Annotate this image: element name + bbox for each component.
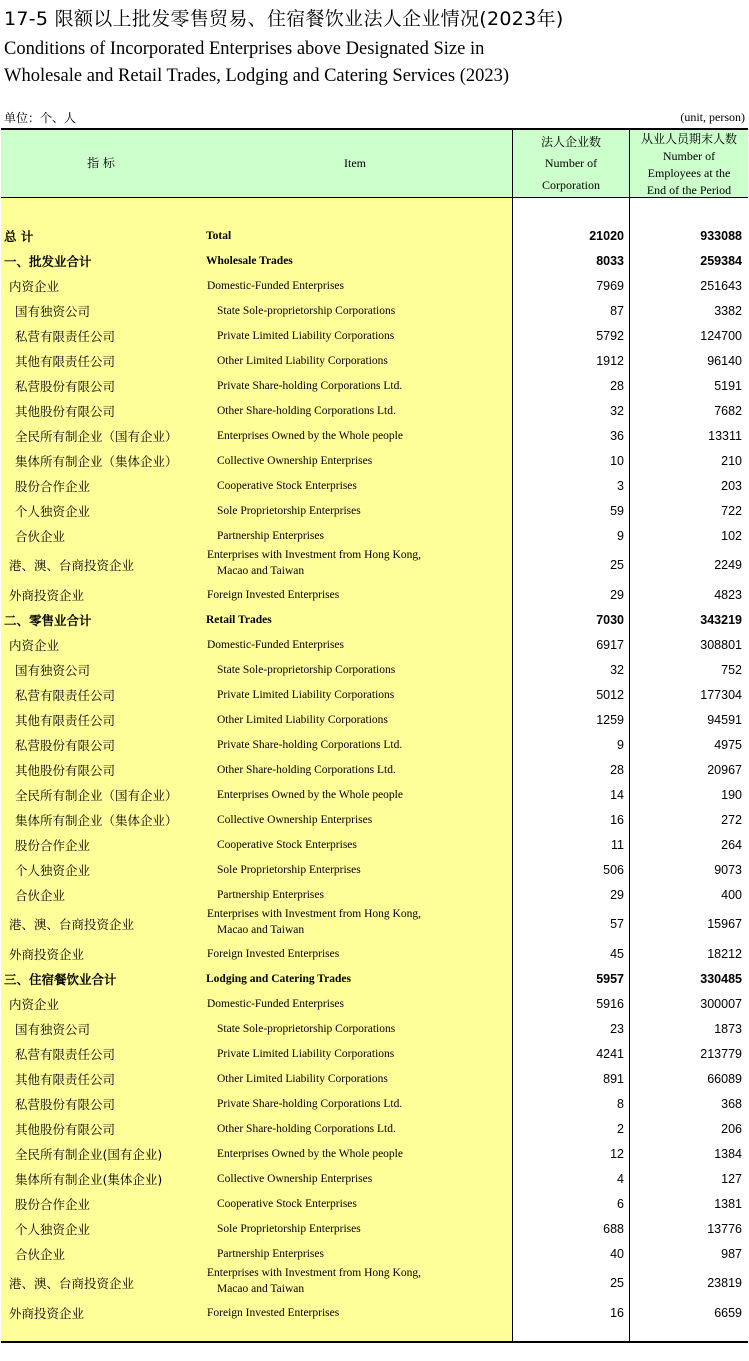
employee-count-cell: 1381 (714, 1197, 742, 1211)
corporation-count-cell: 6 (617, 1197, 624, 1211)
corporation-count-cell: 40 (610, 1247, 624, 1261)
row-label-chinese: 合伙企业 (15, 888, 66, 903)
row-label-chinese: 私营股份有限公司 (15, 1097, 116, 1112)
corporation-count-cell: 25 (610, 558, 624, 572)
row-label-english: State Sole-proprietorship Corporations (217, 305, 396, 317)
row-label-english: Collective Ownership Enterprises (217, 1173, 373, 1185)
table-row (0, 583, 749, 608)
table-row (0, 449, 749, 474)
row-label-chinese: 其他股份有限公司 (15, 1122, 116, 1137)
row-label-chinese: 总 计 (4, 229, 34, 244)
employee-count-cell: 4975 (714, 738, 742, 752)
table-title-english-line-1: Conditions of Incorporated Enterprises above Designated Size in (4, 39, 485, 59)
row-label-chinese: 国有独资公司 (15, 304, 91, 319)
row-label-english: Cooperative Stock Enterprises (217, 480, 357, 492)
corporation-count-cell: 5012 (596, 688, 624, 702)
table-row (0, 474, 749, 499)
corporation-count-cell: 87 (610, 304, 624, 318)
employee-count-cell: 272 (721, 813, 742, 827)
header-item: Item (344, 156, 366, 170)
table-row (0, 942, 749, 967)
employee-count-cell: 6659 (714, 1306, 742, 1320)
corporation-count-cell: 57 (610, 917, 624, 931)
employee-count-cell: 1873 (714, 1022, 742, 1036)
corporation-count-cell: 1912 (596, 354, 624, 368)
table-row (0, 758, 749, 783)
table-row (0, 399, 749, 424)
row-label-english-line-2: Macao and Taiwan (217, 924, 305, 936)
table-row (0, 549, 749, 578)
row-label-english: Other Limited Liability Corporations (217, 714, 388, 726)
employee-count-cell: 343219 (700, 613, 742, 627)
corporation-count-cell: 4241 (596, 1047, 624, 1061)
table-row (0, 883, 749, 908)
corporation-count-cell: 21020 (589, 229, 624, 243)
row-label-chinese: 其他股份有限公司 (15, 404, 116, 419)
row-label-chinese: 集体所有制企业(集体企业) (15, 1172, 163, 1187)
employee-count-cell: 18212 (707, 947, 742, 961)
row-label-chinese: 个人独资企业 (15, 863, 91, 878)
employee-count-cell: 9073 (714, 863, 742, 877)
table-row (0, 249, 749, 274)
employee-count-cell: 210 (721, 454, 742, 468)
row-label-chinese: 全民所有制企业（国有企业） (15, 429, 178, 444)
table-row (0, 1192, 749, 1217)
corporation-count-cell: 36 (610, 429, 624, 443)
row-label-chinese: 私营股份有限公司 (15, 379, 116, 394)
row-label-english: Total (206, 230, 232, 242)
table-row (0, 1267, 749, 1296)
table-row (0, 1242, 749, 1267)
header-corporation-en-2: Corporation (542, 178, 600, 192)
row-label-english: Cooperative Stock Enterprises (217, 1198, 357, 1210)
table-row (0, 1067, 749, 1092)
row-label-chinese: 内资企业 (9, 279, 60, 294)
corporation-count-cell: 9 (617, 738, 624, 752)
table-title-chinese: 17-5 限额以上批发零售贸易、住宿餐饮业法人企业情况(2023年) (4, 8, 564, 30)
corporation-count-cell: 23 (610, 1022, 624, 1036)
table-row (0, 299, 749, 324)
row-label-english-line-1: Enterprises with Investment from Hong Kong, (207, 1267, 421, 1279)
corporation-count-cell: 16 (610, 813, 624, 827)
employee-count-cell: 3382 (714, 304, 742, 318)
row-label-chinese: 集体所有制企业（集体企业） (15, 454, 178, 469)
row-label-english: Other Share-holding Corporations Ltd. (217, 405, 396, 417)
row-label-english: Foreign Invested Enterprises (207, 589, 340, 601)
row-label-english: Foreign Invested Enterprises (207, 1307, 340, 1319)
table-row (0, 1217, 749, 1242)
header-indicator: 指 标 (87, 156, 115, 170)
corporation-count-cell: 2 (617, 1122, 624, 1136)
corporation-count-cell: 32 (610, 663, 624, 677)
row-label-english: Private Share-holding Corporations Ltd. (217, 1098, 403, 1110)
row-label-chinese: 国有独资公司 (15, 663, 91, 678)
corporation-count-cell: 59 (610, 504, 624, 518)
row-label-chinese: 个人独资企业 (15, 1222, 91, 1237)
employee-count-cell: 66089 (707, 1072, 742, 1086)
table-row (0, 967, 749, 992)
corporation-count-cell: 12 (610, 1147, 624, 1161)
row-label-english (207, 547, 421, 579)
table-row (0, 224, 749, 249)
row-label-english: Partnership Enterprises (217, 1248, 324, 1260)
employee-count-cell: 5191 (714, 379, 742, 393)
table-row (0, 1142, 749, 1167)
table-row (0, 608, 749, 633)
table-row (0, 708, 749, 733)
table-row (0, 499, 749, 524)
row-label-chinese: 全民所有制企业(国有企业) (15, 1147, 163, 1162)
employee-count-cell: 933088 (700, 229, 742, 243)
table-row (0, 858, 749, 883)
corporation-count-cell: 8 (617, 1097, 624, 1111)
header-employees-en-1: Number of (662, 149, 716, 163)
header-employees-cn: 从业人员期末人数 (640, 132, 737, 146)
employee-count-cell: 23819 (707, 1276, 742, 1290)
table-row (0, 683, 749, 708)
corporation-count-cell: 4 (617, 1172, 624, 1186)
row-label-chinese: 私营有限责任公司 (15, 329, 116, 344)
row-label-english: Other Share-holding Corporations Ltd. (217, 1123, 396, 1135)
corporation-count-cell: 7030 (596, 613, 624, 627)
corporation-count-cell: 45 (610, 947, 624, 961)
corporation-count-cell: 506 (603, 863, 624, 877)
employee-count-cell: 127 (721, 1172, 742, 1186)
employee-count-cell: 124700 (700, 329, 742, 343)
row-label-english: Foreign Invested Enterprises (207, 948, 340, 960)
employee-count-cell: 987 (721, 1247, 742, 1261)
corporation-count-cell: 7969 (596, 279, 624, 293)
header-corporation-en-1: Number of (544, 156, 598, 170)
corporation-count-cell: 29 (610, 888, 624, 902)
header-corporation-cn: 法人企业数 (540, 135, 601, 149)
corporation-count-cell: 11 (611, 838, 624, 852)
row-label-english: Partnership Enterprises (217, 530, 324, 542)
employee-count-cell: 308801 (700, 638, 742, 652)
row-label-english: Cooperative Stock Enterprises (217, 839, 357, 851)
row-label-english: Domestic-Funded Enterprises (207, 280, 345, 292)
corporation-count-cell: 32 (610, 404, 624, 418)
row-label-english: Domestic-Funded Enterprises (207, 639, 345, 651)
row-label-english: Enterprises Owned by the Whole people (217, 789, 403, 801)
corporation-count-cell: 5792 (596, 329, 624, 343)
row-label-english: Private Share-holding Corporations Ltd. (217, 739, 403, 751)
employee-count-cell: 13311 (708, 429, 742, 443)
row-label-chinese: 港、澳、台商投资企业 (9, 1276, 135, 1291)
employee-count-cell: 752 (721, 663, 742, 677)
table-row (0, 808, 749, 833)
row-label-chinese: 其他有限责任公司 (15, 713, 116, 728)
row-label-english (207, 906, 421, 938)
row-label-chinese: 三、住宿餐饮业合计 (4, 972, 117, 987)
employee-count-cell: 102 (721, 529, 742, 543)
employee-count-cell: 94591 (707, 713, 742, 727)
row-label-english: Retail Trades (206, 614, 272, 626)
row-label-chinese: 股份合作企业 (15, 838, 91, 853)
row-label-chinese: 私营股份有限公司 (15, 738, 116, 753)
row-label-chinese: 港、澳、台商投资企业 (9, 917, 135, 932)
row-label-english: Private Share-holding Corporations Ltd. (217, 380, 403, 392)
row-label-english: Enterprises Owned by the Whole people (217, 1148, 403, 1160)
row-label-chinese: 合伙企业 (15, 529, 66, 544)
table-row (0, 658, 749, 683)
table-row (0, 349, 749, 374)
employee-count-cell: 368 (721, 1097, 742, 1111)
row-label-english: Wholesale Trades (206, 255, 293, 267)
employee-count-cell: 251643 (700, 279, 742, 293)
employee-count-cell: 259384 (700, 254, 742, 268)
table-row (0, 524, 749, 549)
row-label-english: Other Limited Liability Corporations (217, 355, 388, 367)
corporation-count-cell: 1259 (596, 713, 624, 727)
row-label-chinese: 私营有限责任公司 (15, 1047, 116, 1062)
corporation-count-cell: 688 (603, 1222, 624, 1236)
table-row (0, 1042, 749, 1067)
employee-count-cell: 20967 (707, 763, 742, 777)
table-row (0, 274, 749, 299)
row-label-chinese: 其他股份有限公司 (15, 763, 116, 778)
table-row (0, 908, 749, 937)
row-label-english: Other Limited Liability Corporations (217, 1073, 388, 1085)
employee-count-cell: 264 (721, 838, 742, 852)
employee-count-cell: 203 (721, 479, 742, 493)
row-label-english: State Sole-proprietorship Corporations (217, 664, 396, 676)
row-label-english: Other Share-holding Corporations Ltd. (217, 764, 396, 776)
table-row (0, 1167, 749, 1192)
row-label-english: State Sole-proprietorship Corporations (217, 1023, 396, 1035)
employee-count-cell: 206 (721, 1122, 742, 1136)
row-label-chinese: 一、批发业合计 (4, 254, 92, 269)
row-label-english: Enterprises Owned by the Whole people (217, 430, 403, 442)
employee-count-cell: 7682 (714, 404, 742, 418)
corporation-count-cell: 5957 (596, 972, 624, 986)
row-label-english: Collective Ownership Enterprises (217, 814, 373, 826)
row-label-chinese: 二、零售业合计 (4, 613, 92, 628)
employee-count-cell: 96140 (707, 354, 742, 368)
row-label-chinese: 外商投资企业 (9, 588, 85, 603)
row-label-english-line-2: Macao and Taiwan (217, 1283, 305, 1295)
employee-count-cell: 400 (721, 888, 742, 902)
top-rule (1, 128, 748, 130)
row-label-english: Lodging and Catering Trades (206, 973, 351, 985)
employee-count-cell: 13776 (707, 1222, 742, 1236)
row-label-english: Collective Ownership Enterprises (217, 455, 373, 467)
corporation-count-cell: 16 (610, 1306, 624, 1320)
row-label-english: Partnership Enterprises (217, 889, 324, 901)
corporation-count-cell: 3 (617, 479, 624, 493)
row-label-chinese: 股份合作企业 (15, 479, 91, 494)
unit-label-chinese: 单位：个、人 (4, 111, 77, 125)
bottom-rule (1, 1341, 748, 1343)
table-row (0, 733, 749, 758)
table-row (0, 633, 749, 658)
row-label-english: Private Limited Liability Corporations (217, 1048, 395, 1060)
header-employees-en-2: Employees at the (647, 166, 731, 180)
row-label-chinese: 内资企业 (9, 997, 60, 1012)
employee-count-cell: 190 (721, 788, 742, 802)
table-row (0, 424, 749, 449)
row-label-chinese: 集体所有制企业（集体企业） (15, 813, 178, 828)
row-label-chinese: 全民所有制企业（国有企业） (15, 788, 178, 803)
table-row (0, 1117, 749, 1142)
employee-count-cell: 300007 (700, 997, 742, 1011)
table-row (0, 1017, 749, 1042)
corporation-count-cell: 6917 (596, 638, 624, 652)
row-label-english-line-1: Enterprises with Investment from Hong Kong, (207, 908, 421, 920)
table-row (0, 992, 749, 1017)
employee-count-cell: 722 (721, 504, 742, 518)
row-label-chinese: 其他有限责任公司 (15, 354, 116, 369)
row-label-chinese: 股份合作企业 (15, 1197, 91, 1212)
row-label-english: Sole Proprietorship Enterprises (217, 864, 361, 876)
unit-label-english: (unit, person) (680, 110, 745, 124)
corporation-count-cell: 29 (610, 588, 624, 602)
employee-count-cell: 4823 (714, 588, 742, 602)
corporation-count-cell: 9 (617, 529, 624, 543)
row-label-english: Private Limited Liability Corporations (217, 330, 395, 342)
row-label-english: Sole Proprietorship Enterprises (217, 1223, 361, 1235)
row-label-chinese: 合伙企业 (15, 1247, 66, 1262)
row-label-english-line-1: Enterprises with Investment from Hong Kong, (207, 549, 421, 561)
corporation-count-cell: 14 (610, 788, 624, 802)
row-label-chinese: 国有独资公司 (15, 1022, 91, 1037)
row-label-chinese: 其他有限责任公司 (15, 1072, 116, 1087)
row-label-chinese: 私营有限责任公司 (15, 688, 116, 703)
row-label-chinese: 港、澳、台商投资企业 (9, 558, 135, 573)
row-label-english-line-2: Macao and Taiwan (217, 565, 305, 577)
header-corporation-count (513, 132, 629, 196)
header-employees-en-3: End of the Period (646, 183, 732, 197)
employee-count-cell: 177304 (700, 688, 742, 702)
corporation-count-cell: 25 (610, 1276, 624, 1290)
table-row (0, 324, 749, 349)
corporation-count-cell: 5916 (596, 997, 624, 1011)
employee-count-cell: 1384 (714, 1147, 742, 1161)
table-row (0, 1092, 749, 1117)
table-title-english-line-2: Wholesale and Retail Trades, Lodging and Catering Services (2023) (4, 66, 510, 86)
employee-count-cell: 330485 (700, 972, 742, 986)
row-label-english: Private Limited Liability Corporations (217, 689, 395, 701)
row-label-chinese: 个人独资企业 (15, 504, 91, 519)
table-row (0, 374, 749, 399)
corporation-count-cell: 28 (610, 763, 624, 777)
table-row (0, 833, 749, 858)
employee-count-cell: 213779 (700, 1047, 742, 1061)
row-label-english: Domestic-Funded Enterprises (207, 998, 345, 1010)
table-row (0, 1301, 749, 1326)
row-label-chinese: 内资企业 (9, 638, 60, 653)
row-label-chinese: 外商投资企业 (9, 947, 85, 962)
corporation-count-cell: 8033 (596, 254, 624, 268)
row-label-chinese: 外商投资企业 (9, 1306, 85, 1321)
header-employees (630, 131, 748, 199)
table-row (0, 783, 749, 808)
employee-count-cell: 2249 (714, 558, 742, 572)
table-title-english (4, 36, 509, 90)
employee-count-cell: 15967 (707, 917, 742, 931)
row-label-english (207, 1265, 421, 1297)
corporation-count-cell: 10 (610, 454, 624, 468)
corporation-count-cell: 891 (603, 1072, 624, 1086)
row-label-english: Sole Proprietorship Enterprises (217, 505, 361, 517)
corporation-count-cell: 28 (610, 379, 624, 393)
